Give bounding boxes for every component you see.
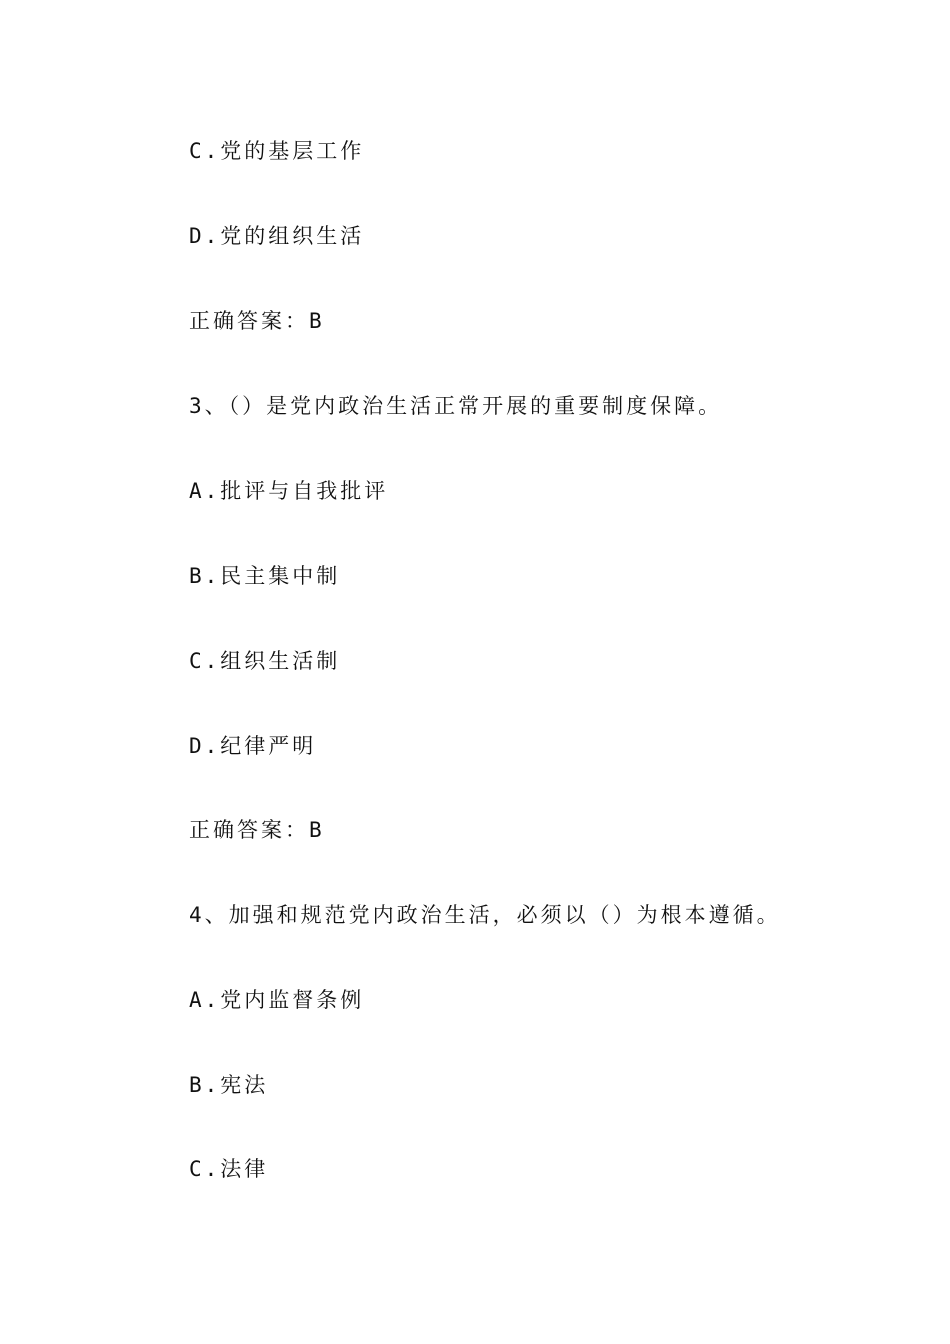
option-c-q4: C.法律 [189, 1157, 269, 1181]
option-b-q3: B.民主集中制 [189, 564, 341, 588]
option-a-q3: A.批评与自我批评 [189, 479, 389, 503]
question-4: 4、加强和规范党内政治生活，必须以（）为根本遵循。 [189, 903, 781, 927]
option-b-q4: B.宪法 [189, 1073, 269, 1097]
question-3: 3、（）是党内政治生活正常开展的重要制度保障。 [189, 394, 723, 418]
option-c-q2: C.党的基层工作 [189, 139, 365, 163]
option-c-q3: C.组织生活制 [189, 649, 341, 673]
option-a-q4: A.党内监督条例 [189, 988, 365, 1012]
answer-q2: 正确答案：B [189, 309, 325, 333]
option-d-q3: D.纪律严明 [189, 734, 317, 758]
option-d-q2: D.党的组织生活 [189, 224, 365, 248]
answer-q3: 正确答案：B [189, 818, 325, 842]
